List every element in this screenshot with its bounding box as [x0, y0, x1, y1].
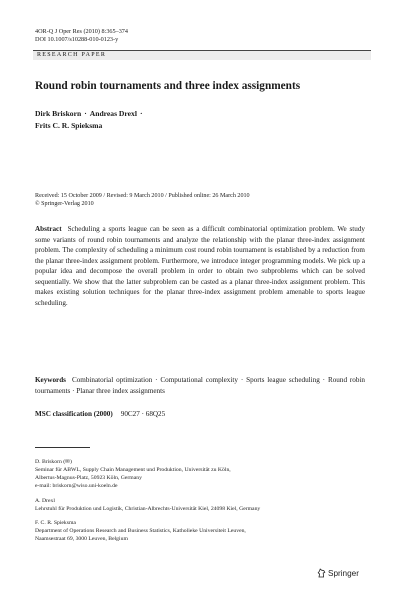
abstract-label: Abstract — [35, 225, 62, 233]
affiliation-line: Lehrstuhl für Produktion und Logistik, Christian-Albrechts-Universität Kiel, 24098 Kiel, Germany — [35, 505, 261, 512]
msc-label: MSC classification (2000) — [35, 410, 113, 418]
affiliation-line: Department of Operations Research and Business Statistics, Katholieke Universiteit Leuven, — [35, 528, 246, 535]
affiliation-line: Seminar für ABWL, Supply Chain Management und Produktion, Universität zu Köln, — [35, 466, 231, 473]
affiliation-block — [35, 459, 260, 491]
copyright-line: © Springer-Verlag 2010 — [35, 201, 94, 208]
affiliation-line: Albertus-Magnus-Platz, 50923 Köln, Germany — [35, 474, 142, 481]
doi: DOI 10.1007/s10288-010-0123-y — [35, 36, 119, 44]
abstract-text: Scheduling a sports league can be seen as a difficult combinatorial optimization problem. We study some variants of round robin tournaments and analyze the relationship with the planar three-index assignment problem. The complexity of scheduling a minimum cost round robin tournament is established by a reduction from the planar three-index assignment problem. Furthermore, we introduce integer programming models. We pick up a popular idea and decompose the overall problem in order to obtain two subproblems which can be solved sequentially. We show that the latter subproblem can be casted as a planar three-index assignment problem. This makes existing solution techniques for the planar three-index assignment problem amenable to sports league scheduling. — [35, 225, 365, 307]
author-separator: · — [139, 109, 143, 118]
author-name: Andreas Drexl — [89, 109, 137, 118]
author-name: Frits C. R. Spieksma — [35, 121, 103, 130]
affiliation-name: A. Drexl — [35, 497, 55, 504]
affiliation-name: D. Briskorn (✉) — [35, 459, 72, 465]
paper-title: Round robin tournaments and three index assignments — [35, 80, 301, 92]
publisher-name: Springer — [328, 569, 359, 578]
author-list — [35, 108, 145, 132]
affiliation-block — [35, 520, 260, 544]
affiliation-block — [35, 498, 260, 514]
journal-citation: 4OR-Q J Oper Res (2010) 8:365–374 — [35, 28, 128, 35]
received-line: Received: 15 October 2009 / Revised: 9 March 2010 / Published online: 26 March 2010 — [35, 193, 250, 199]
abstract — [35, 224, 365, 308]
journal-header — [35, 28, 128, 45]
springer-horse-icon — [317, 568, 326, 578]
publisher-logo — [317, 568, 359, 578]
banner-label: RESEARCH PAPER — [37, 51, 107, 58]
affiliation-line: Naamsestraat 69, 3000 Leuven, Belgium — [35, 536, 128, 543]
affiliation-name: F. C. R. Spieksma — [35, 520, 76, 527]
author-name: Dirk Briskorn — [35, 109, 82, 118]
keywords-label: Keywords — [35, 376, 66, 384]
publication-dates — [35, 192, 250, 208]
msc-classification — [35, 410, 165, 418]
affiliation-email[interactable]: e-mail: briskorn@wiso.uni-koeln.de — [35, 482, 118, 489]
affiliations — [35, 459, 260, 551]
keywords-text: Combinatorial optimization · Computational complexity · Sports league scheduling · Round robin tournaments · Planar three index assignments — [35, 376, 365, 395]
keywords — [35, 375, 365, 396]
footnote-divider — [35, 447, 90, 448]
section-banner — [33, 50, 371, 60]
msc-codes: 90C27 · 68Q25 — [120, 410, 166, 418]
author-separator: · — [84, 109, 87, 118]
